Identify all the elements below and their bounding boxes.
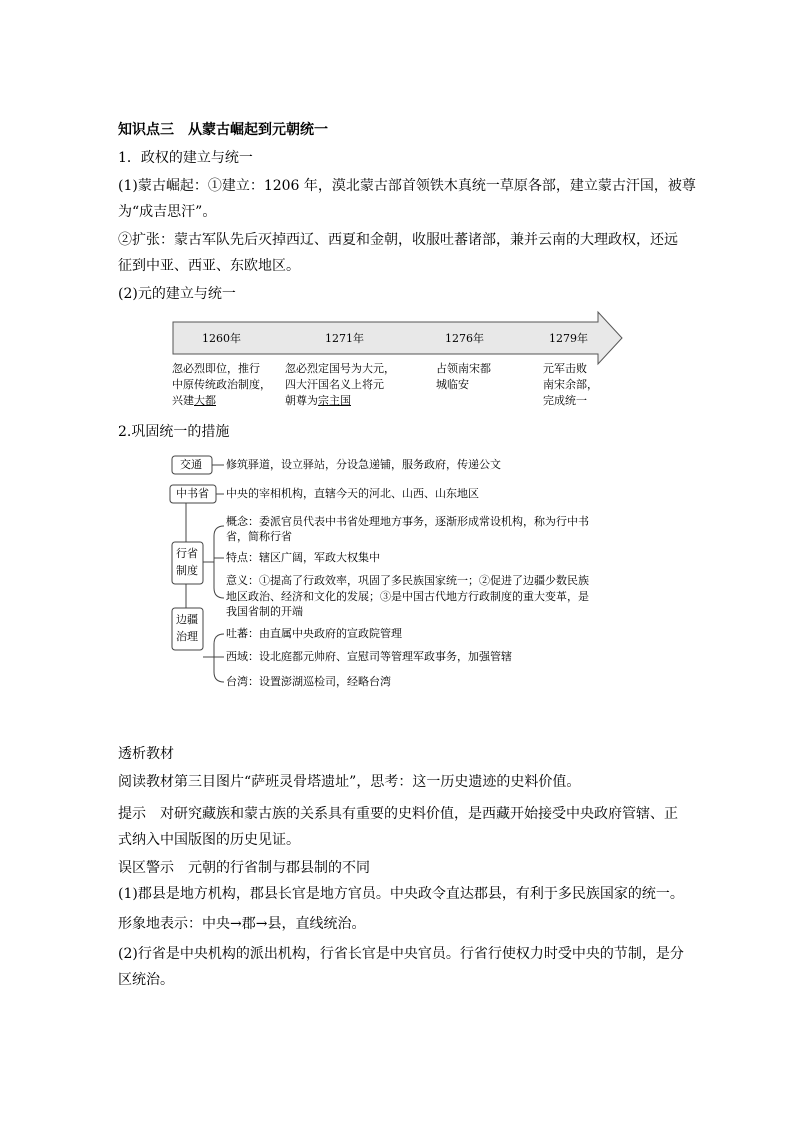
analysis-question: 阅读教材第三目图片“萨班灵骨塔遗址”，思考：这一历史遗迹的史料价值。 bbox=[118, 774, 581, 790]
section-title: 知识点三 从蒙古崛起到元朝统一 bbox=[118, 122, 328, 138]
measure-text-transport: 修筑驿道，设立驿站，分设急递铺，服务政府，传递公文 bbox=[226, 458, 501, 471]
province-concept-line2: 省，简称行省 bbox=[226, 530, 292, 543]
timeline-event-1260-line3: 兴建大都 bbox=[172, 394, 216, 407]
timeline-year-1279: 1279年 bbox=[549, 332, 588, 345]
timeline-year-1260: 1260年 bbox=[202, 332, 241, 345]
timeline-event-1279-line3: 完成统一 bbox=[543, 394, 587, 407]
measure-label-frontier-2: 治理 bbox=[176, 630, 198, 643]
timeline-event-1260-line2: 中原传统政治制度， bbox=[172, 378, 271, 391]
paragraph-expansion-2: 征到中亚、西亚、东欧地区。 bbox=[118, 258, 300, 274]
frontier-xiyu: 西域：设北庭都元帅府、宣慰司等管理军政事务，加强管辖 bbox=[226, 650, 512, 663]
measure-label-transport: 交通 bbox=[180, 458, 202, 471]
timeline-event-1271-line3: 朝尊为宗主国 bbox=[285, 394, 351, 407]
timeline-event-1260-line1: 忽必烈即位，推行 bbox=[172, 362, 260, 375]
paragraph-expansion-1: ②扩张：蒙古军队先后灭掉西辽、西夏和金朝，收服吐蕃诸部，兼并云南的大理政权，还远 bbox=[118, 232, 678, 248]
province-concept-line1: 概念：委派官员代表中书省处理地方事务，逐渐形成常设机构，称为行中书 bbox=[226, 515, 589, 528]
subheading-establishment: 1．政权的建立与统一 bbox=[118, 150, 253, 166]
misconception-point-1: (1)郡县是地方机构，郡县长官是地方官员。中央政令直达郡县，有利于多民族国家的统一。 bbox=[118, 886, 684, 902]
timeline-year-1271: 1271年 bbox=[325, 332, 364, 345]
measure-label-secretariat: 中书省 bbox=[176, 487, 209, 500]
subheading-yuan-founding: (2)元的建立与统一 bbox=[118, 286, 236, 302]
analysis-answer-2: 式纳入中国版图的历史见证。 bbox=[118, 832, 300, 848]
paragraph-mongol-rise-1: (1)蒙古崛起：①建立：1206 年，漠北蒙古部首领铁木真统一草原各部，建立蒙古汗国，被尊 bbox=[118, 178, 696, 194]
analysis-answer-1: 提示 对研究藏族和蒙古族的关系具有重要的史料价值，是西藏开始接受中央政府管辖、正 bbox=[118, 806, 678, 822]
frontier-tubo: 吐蕃：由直属中央政府的宣政院管理 bbox=[226, 627, 402, 640]
subheading-measures: 2.巩固统一的措施 bbox=[118, 424, 230, 440]
measure-label-frontier-1: 边疆 bbox=[176, 613, 198, 626]
province-meaning-line1: 意义：①提高了行政效率，巩固了多民族国家统一；②促进了边疆少数民族 bbox=[226, 574, 589, 587]
timeline-event-1276-line1: 占领南宋都 bbox=[436, 362, 491, 375]
timeline-year-1276: 1276年 bbox=[445, 332, 484, 345]
measure-label-province-1: 行省 bbox=[176, 547, 198, 560]
misconception-point-2b: 区统治。 bbox=[118, 972, 174, 988]
frontier-taiwan: 台湾：设置澎湖巡检司，经略台湾 bbox=[226, 675, 391, 688]
timeline-event-1279-line2: 南宋余部， bbox=[543, 378, 598, 391]
province-feature: 特点：辖区广阔，军政大权集中 bbox=[226, 551, 380, 564]
timeline-event-1271-line2: 四大汗国名义上将元 bbox=[285, 378, 384, 391]
analysis-heading: 透析教材 bbox=[118, 746, 174, 762]
paragraph-mongol-rise-2: 为“成吉思汗”。 bbox=[118, 204, 217, 220]
misconception-illustration: 形象地表示：中央→郡→县，直线统治。 bbox=[118, 916, 366, 932]
timeline-event-1271-line1: 忽必烈定国号为大元， bbox=[285, 362, 395, 375]
province-meaning-line2: 地区政治、经济和文化的发展；③是中国古代地方行政制度的重大变革，是 bbox=[226, 590, 589, 603]
misconception-point-2a: (2)行省是中央机构的派出机构，行省长官是中央官员。行省行使权力时受中央的节制，是分 bbox=[118, 946, 684, 962]
timeline-event-1279-line1: 元军击败 bbox=[543, 362, 587, 375]
province-meaning-line3: 我国省制的开端 bbox=[226, 605, 303, 618]
misconception-heading: 误区警示 元朝的行省制与郡县制的不同 bbox=[118, 860, 370, 876]
timeline-event-1276-line2: 城临安 bbox=[436, 378, 469, 391]
measure-text-secretariat: 中央的宰相机构，直辖今天的河北、山西、山东地区 bbox=[226, 487, 479, 500]
measure-label-province-2: 制度 bbox=[176, 564, 198, 577]
